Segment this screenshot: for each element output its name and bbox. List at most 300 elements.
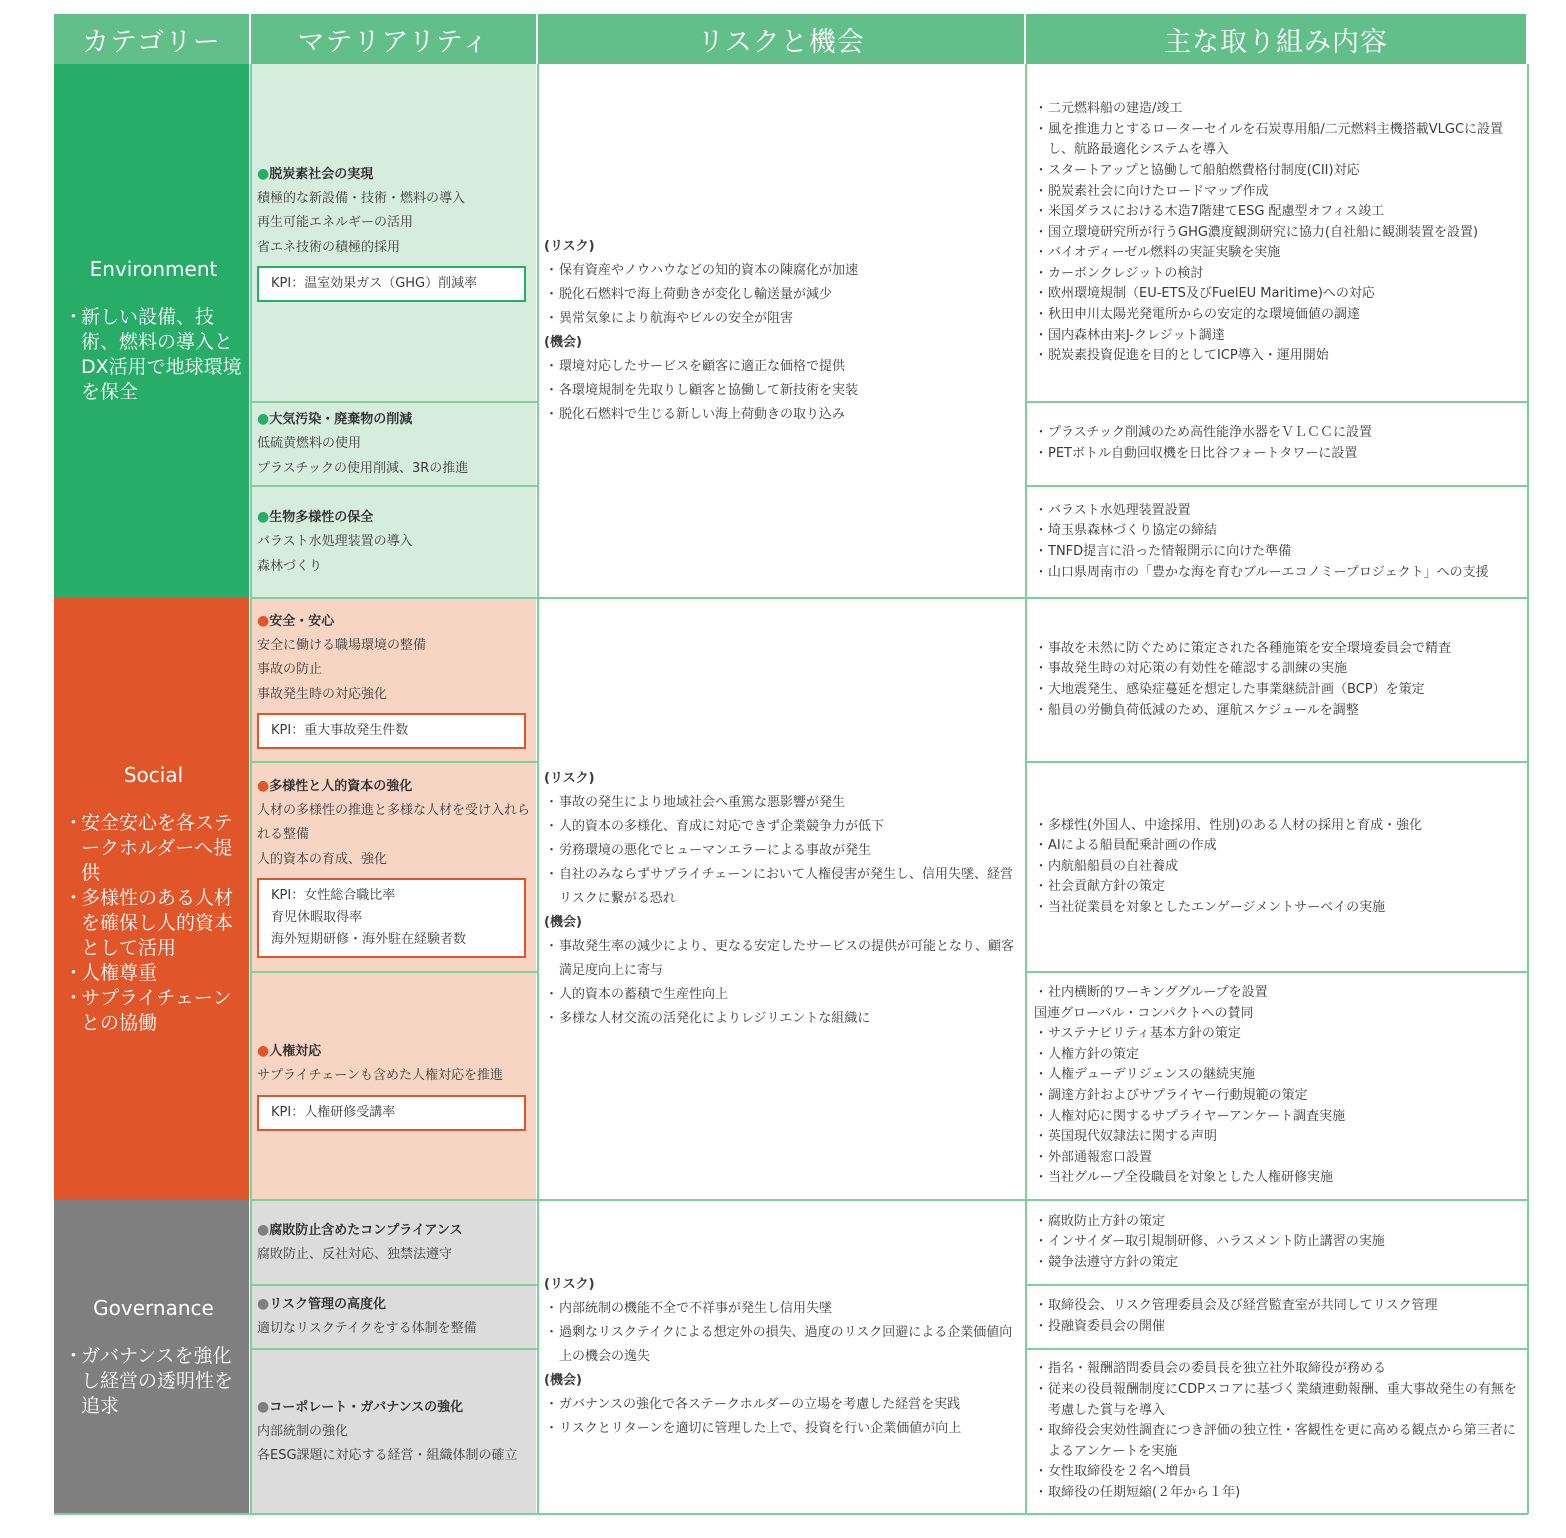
opportunity-item	[544, 1393, 1018, 1417]
materiality-bullet-dot: ●	[257, 1043, 270, 1060]
materiality-line: 安全に働ける職場環境の整備	[257, 637, 427, 653]
action-item-text: 脱炭素投資促進を目的としてICP導入・運用開始	[1048, 348, 1329, 364]
action-item-text: 人権方針の策定	[1048, 1046, 1140, 1062]
divider-horizontal	[251, 971, 538, 973]
risk-item-text: 脱化石燃料で海上荷動きが変化し輸送量が減少	[559, 287, 833, 302]
social-actions-3	[1026, 972, 1528, 1200]
action-item	[1034, 1024, 1522, 1045]
risk-item-text: 人的資本の多様化、育成に対応できず企業競争力が低下	[559, 819, 885, 834]
bullet-mark: ・	[1034, 817, 1048, 833]
opportunity-item	[544, 379, 1018, 403]
action-item-text: 事故を未然に防ぐために策定された各種施策を安全環境委員会で精査	[1048, 640, 1452, 656]
bullet-mark: ・	[1034, 1298, 1048, 1314]
materiality-bullet-dot: ●	[257, 612, 270, 629]
action-item	[1034, 816, 1522, 837]
risk-item	[544, 839, 1018, 863]
materiality-line: サプライチェーンも含めた人権対応を推進	[257, 1068, 503, 1084]
kpi-box: KPI：重大事故発生件数	[257, 713, 526, 749]
action-item-text: 国内森林由来J-クレジット調達	[1048, 327, 1225, 343]
risk-item-text: 内部統制の機能不全で不祥事が発生し信用失墜	[559, 1301, 833, 1316]
action-item-text: プラスチック削減のため高性能浄水器をＶＬＣＣに設置	[1048, 425, 1372, 441]
action-item	[1034, 1380, 1522, 1421]
materiality-title-text: 生物多様性の保全	[269, 510, 374, 525]
bullet-mark: ・	[1034, 286, 1048, 302]
action-item-text: 社会貢献方針の策定	[1048, 879, 1166, 895]
risk-item-text: 過剰なリスクテイクによる想定外の損失、過度のリスク回避による企業価値向上の機会の逸失	[559, 1325, 1013, 1364]
action-item	[1034, 1107, 1522, 1128]
action-item	[1034, 680, 1522, 701]
opportunity-item-text: 各環境規制を先取りし顧客と協働して新技術を実装	[559, 383, 859, 398]
risk-item	[544, 283, 1018, 307]
bullet-mark: ・	[544, 843, 558, 858]
bullet-mark: ・	[1034, 661, 1048, 677]
governance-materiality-3	[251, 1349, 536, 1514]
governance-materiality-2	[251, 1285, 536, 1349]
opportunity-item	[544, 403, 1018, 427]
opportunity-item-text: 事故発生率の減少により、更なる安定したサービスの提供が可能となり、顧客満足度向上に寄与	[559, 939, 1015, 978]
social-goal-item	[64, 986, 243, 1036]
action-item-text: 内航船船員の自社養成	[1048, 858, 1179, 874]
bullet-mark: ・	[1034, 183, 1048, 199]
risk-heading: (リスク)	[544, 1277, 595, 1292]
bullet-mark: ・	[1034, 1464, 1048, 1480]
kpi-box: KPI：温室効果ガス（GHG）削減率	[257, 266, 526, 302]
divider-horizontal	[251, 485, 538, 487]
action-item-text: 英国現代奴隷法に関する声明	[1048, 1129, 1218, 1145]
bullet-mark: ・	[544, 407, 558, 422]
action-item	[1034, 659, 1522, 680]
bullet-mark: ・	[1034, 1382, 1048, 1398]
divider-horizontal	[54, 1513, 1528, 1515]
bullet-mark: ・	[1034, 858, 1048, 874]
action-item-text: 社内横断的ワーキンググループを設置	[1048, 985, 1268, 1001]
action-item	[1034, 1168, 1522, 1189]
materiality-table	[54, 14, 1528, 1514]
action-item-text: 腐敗防止方針の策定	[1048, 1213, 1166, 1229]
action-item	[1034, 877, 1522, 898]
social-goal-item-text: 人権尊重	[81, 961, 158, 984]
action-item	[1034, 326, 1522, 347]
bullet-mark: ・	[1034, 121, 1048, 137]
social-category-name: Social	[123, 762, 184, 787]
materiality-line: 省エネ技術の積極的採用	[257, 239, 401, 255]
social-category-description	[64, 811, 243, 1036]
action-item-text: 秋田申川太陽光発電所からの安定的な環境価値の調達	[1048, 307, 1361, 323]
environment-category-cell	[54, 64, 249, 598]
risk-item	[544, 259, 1018, 283]
action-item	[1034, 346, 1522, 367]
environment-actions-1	[1026, 64, 1528, 402]
action-item	[1034, 161, 1522, 182]
action-item	[1034, 1421, 1522, 1462]
environment-actions-3	[1026, 486, 1528, 598]
action-item-text: 米国ダラスにおける木造7階建てESG 配慮型オフィス竣工	[1048, 204, 1385, 220]
bullet-mark: ・	[1034, 985, 1048, 1001]
risk-item	[544, 1297, 1018, 1321]
action-item-text: 外部通報窓口設置	[1048, 1149, 1153, 1165]
action-item-text: AIによる船員配乗計画の作成	[1048, 838, 1217, 854]
bullet-mark: ・	[544, 1301, 558, 1316]
opportunity-item-text: 人的資本の蓄積で生産性向上	[559, 987, 729, 1002]
materiality-title	[257, 1395, 530, 1420]
governance-actions-1	[1026, 1200, 1528, 1285]
header-main-actions: 主な取り組み内容	[1026, 14, 1528, 64]
social-materiality-1	[251, 598, 536, 762]
action-item	[1034, 223, 1522, 244]
social-goal-item	[64, 886, 243, 961]
materiality-bullet-dot: ●	[257, 509, 270, 525]
action-item	[1034, 898, 1522, 919]
social-goal-item	[64, 961, 243, 986]
divider-horizontal	[251, 401, 538, 403]
bullet-mark: ・	[1034, 1046, 1048, 1062]
opportunity-item	[544, 983, 1018, 1007]
action-item-text: PETボトル自動回収機を日比谷フォートタワーに設置	[1048, 446, 1358, 461]
action-item	[1034, 423, 1522, 444]
action-item-text: 山口県周南市の「豊かな海を育むブルーエコノミープロジェクト」への支援	[1048, 564, 1489, 580]
materiality-title	[257, 609, 530, 634]
materiality-line: プラスチックの使用削減、3Rの推進	[257, 460, 469, 476]
materiality-bullet-dot: ●	[257, 1221, 270, 1238]
action-item-text: 当社従業員を対象としたエンゲージメントサーベイの実施	[1048, 899, 1386, 915]
action-item	[1034, 202, 1522, 223]
risk-item	[544, 1321, 1018, 1369]
bullet-mark: ・	[1034, 1361, 1048, 1377]
action-item-text: スタートアップと協働して船舶燃費格付制度(CII)対応	[1048, 162, 1360, 178]
action-item	[1034, 701, 1522, 722]
action-item-text: 欧州環境規制（EU-ETS及びFuelEU Maritime)への対応	[1048, 286, 1375, 302]
materiality-title-text: 多様性と人的資本の強化	[269, 778, 413, 794]
header-materiality: マテリアリティ	[251, 14, 538, 64]
divider-horizontal	[251, 761, 538, 763]
bullet-mark: ・	[1034, 348, 1048, 364]
bullet-mark: ・	[1034, 1108, 1048, 1124]
kpi-box: KPI：女性総合職比率 育児休暇取得率 海外短期研修・海外駐在経験者数	[257, 878, 526, 958]
materiality-line: 適切なリスクテイクをする体制を整備	[257, 1321, 477, 1337]
action-item	[1034, 182, 1522, 203]
bullet-mark: ・	[544, 287, 558, 302]
action-item	[1034, 1086, 1522, 1107]
action-item	[1034, 1065, 1522, 1086]
action-item-text: サステナビリティ基本方針の策定	[1048, 1026, 1241, 1042]
environment-risk-opportunity	[538, 64, 1024, 598]
risk-item	[544, 815, 1018, 839]
bullet-mark: ・	[1034, 101, 1048, 117]
action-item	[1034, 1483, 1522, 1504]
action-item-text: TNFD提言に沿った情報開示に向けた準備	[1048, 544, 1292, 559]
action-item	[1034, 99, 1522, 120]
governance-actions-3	[1026, 1349, 1528, 1514]
bullet-mark: ・	[1034, 1149, 1048, 1165]
materiality-title-text: 安全・安心	[269, 613, 335, 629]
action-item-text: 事故発生時の対応策の有効性を確認する訓練の実施	[1048, 661, 1348, 677]
action-item	[1034, 120, 1522, 161]
materiality-title	[257, 407, 530, 432]
social-goal-item-text: 多様性のある人材を確保し人的資本として活用	[81, 886, 234, 959]
risk-item-text: 事故の発生により地域社会へ重篤な悪影響が発生	[559, 795, 846, 810]
risk-item	[544, 863, 1018, 911]
bullet-mark: ・	[544, 987, 558, 1002]
action-item	[1034, 305, 1522, 326]
bullet-mark: ・	[1034, 204, 1048, 220]
action-item-text: 人権デューデリジェンスの継続実施	[1048, 1067, 1255, 1083]
bullet-mark: ・	[544, 819, 558, 834]
bullet-mark: ・	[64, 986, 84, 1009]
action-item	[1034, 284, 1522, 305]
environment-materiality-3	[251, 486, 536, 598]
action-item-text: 多様性(外国人、中途採用、性別)のある人材の採用と育成・強化	[1048, 817, 1423, 833]
divider-horizontal	[1026, 1284, 1528, 1286]
opportunity-item-text: ガバナンスの強化で各ステークホルダーの立場を考慮した経営を実践	[559, 1397, 961, 1412]
bullet-mark: ・	[1034, 224, 1048, 240]
materiality-title-text: 人権対応	[269, 1044, 322, 1060]
bullet-mark: ・	[1034, 265, 1048, 281]
action-item-text: 調達方針およびサプライヤー行動規範の策定	[1048, 1088, 1308, 1103]
materiality-title-text: 脱炭素社会の実現	[269, 166, 374, 182]
action-item	[1034, 857, 1522, 878]
bullet-mark: ・	[1034, 1254, 1048, 1270]
kpi-box: KPI：人権研修受講率	[257, 1095, 526, 1131]
materiality-bullet-dot: ●	[257, 1398, 270, 1415]
risk-heading: (リスク)	[544, 771, 595, 786]
action-item	[1034, 1317, 1522, 1338]
bullet-mark: ・	[1034, 1088, 1048, 1103]
bullet-mark: ・	[1034, 564, 1048, 580]
bullet-mark: ・	[1034, 1026, 1048, 1042]
opportunity-item	[544, 1417, 1018, 1441]
bullet-mark: ・	[1034, 245, 1048, 261]
materiality-bullet-dot: ●	[257, 1296, 270, 1313]
bullet-mark: ・	[1034, 1170, 1048, 1186]
materiality-line: 積極的な新設備・技術・燃料の導入	[257, 190, 466, 206]
environment-actions-2	[1026, 402, 1528, 486]
bullet-mark: ・	[64, 811, 84, 834]
divider-horizontal	[1026, 401, 1528, 403]
action-item-text: 二元燃料船の建造/竣工	[1048, 101, 1183, 117]
governance-category-name: Governance	[93, 1295, 214, 1320]
social-goal-item	[64, 811, 243, 886]
action-item	[1034, 1148, 1522, 1169]
social-actions-1	[1026, 598, 1528, 762]
governance-goal-item-text: ガバナンスを強化し経営の透明性を追求	[81, 1344, 234, 1417]
bullet-mark: ・	[544, 311, 558, 326]
bullet-mark: ・	[1034, 838, 1048, 854]
action-item-text: 取締役会、リスク管理委員会及び経営監査室が共同してリスク管理	[1048, 1298, 1438, 1314]
action-item-text: 船員の労働負荷低減のため、運航スケジュールを調整	[1048, 702, 1359, 718]
action-item-text: インサイダー取引規制研修、ハラスメント防止講習の実施	[1048, 1234, 1385, 1250]
bullet-mark: ・	[1034, 1129, 1048, 1145]
action-item-text: 脱炭素社会に向けたロードマップ作成	[1048, 183, 1269, 199]
action-item	[1034, 1045, 1522, 1066]
action-item	[1034, 264, 1522, 285]
divider-horizontal	[251, 597, 1528, 599]
action-item-text: 当社グループ全役職員を対象とした人権研修実施	[1048, 1170, 1333, 1186]
governance-materiality-1	[251, 1200, 536, 1285]
environment-category-description	[64, 305, 243, 405]
divider-horizontal	[1026, 485, 1528, 487]
environment-materiality-2	[251, 402, 536, 486]
opportunity-item-text: 多様な人材交流の活発化によりレジリエントな組織に	[559, 1011, 871, 1026]
bullet-mark: ・	[1034, 502, 1048, 518]
materiality-line: 人的資本の育成、強化	[257, 851, 388, 867]
materiality-title	[257, 1218, 530, 1243]
bullet-mark: ・	[1034, 425, 1048, 441]
divider-horizontal	[251, 1199, 1528, 1201]
action-item-text: 取締役の任期短縮(２年から１年)	[1048, 1484, 1241, 1500]
opportunity-heading: (機会)	[544, 915, 582, 930]
risk-item-text: 異常気象により航海やビルの安全が阻害	[559, 311, 794, 326]
materiality-title-text: 腐敗防止含めたコンプライアンス	[269, 1222, 463, 1238]
action-item	[1034, 1004, 1522, 1025]
social-goal-item-text: 安全安心を各ステークホルダーへ提供	[81, 811, 233, 884]
materiality-title	[257, 1039, 530, 1064]
bullet-mark: ・	[64, 961, 84, 984]
bullet-mark: ・	[544, 867, 558, 882]
action-item-text: バイオディーゼル燃料の実証実験を実施	[1048, 245, 1281, 261]
action-item	[1034, 1253, 1522, 1274]
materiality-line: 人材の多様性の推進と多様な人材を受け入れられる整備	[257, 802, 531, 843]
materiality-bullet-dot: ●	[257, 411, 270, 427]
action-item-text: 風を推進力とするローターセイルを石炭専用船/二元燃料主機搭載VLGCに設置し、航路最適化システムを導入	[1048, 121, 1504, 158]
action-item	[1034, 501, 1522, 522]
materiality-line: 各ESG課題に対応する経営・組織体制の確立	[257, 1448, 518, 1463]
risk-item-text: 自社のみならずサプライチェーンにおいて人権侵害が発生し、信用失墜、経営リスクに繋がる恐れ	[559, 867, 1013, 906]
materiality-line: 事故発生時の対応強化	[257, 686, 388, 702]
action-item	[1034, 563, 1522, 584]
bullet-mark: ・	[1034, 523, 1048, 539]
action-item	[1034, 243, 1522, 264]
bullet-mark: ・	[544, 1011, 558, 1026]
action-item-text: 国立環境研究所が行うGHG濃度観測研究に協力(自社船に観測装置を設置)	[1048, 224, 1479, 240]
action-item-text: 国連グローバル・コンパクトへの賛同	[1034, 1005, 1254, 1021]
risk-item	[544, 307, 1018, 331]
bullet-mark: ・	[1034, 879, 1048, 895]
divider-horizontal	[1026, 1348, 1528, 1350]
divider-horizontal	[1026, 971, 1528, 973]
social-actions-2	[1026, 762, 1528, 972]
opportunity-item-text: リスクとリターンを適切に管理した上で、投資を行い企業価値が向上	[559, 1421, 962, 1436]
bullet-mark: ・	[64, 1344, 84, 1367]
opportunity-item	[544, 935, 1018, 983]
risk-item	[544, 791, 1018, 815]
action-item	[1034, 1127, 1522, 1148]
action-item	[1034, 542, 1522, 563]
materiality-bullet-dot: ●	[257, 165, 270, 182]
action-item	[1034, 1359, 1522, 1380]
action-item	[1034, 836, 1522, 857]
risk-heading: (リスク)	[544, 239, 595, 254]
opportunity-heading: (機会)	[544, 335, 582, 350]
bullet-mark: ・	[544, 795, 558, 810]
action-item-text: カーボンクレジットの検討	[1048, 265, 1204, 281]
action-item	[1034, 1296, 1522, 1317]
bullet-mark: ・	[1034, 446, 1048, 461]
materiality-title-text: コーポレート・ガバナンスの強化	[269, 1399, 464, 1415]
risk-item-text: 保有資産やノウハウなどの知的資本の陳腐化が加速	[559, 263, 859, 278]
governance-risk-opportunity	[538, 1200, 1024, 1514]
bullet-mark: ・	[1034, 682, 1048, 697]
divider-vertical	[1025, 64, 1027, 1514]
action-item-text: 投融資委員会の開催	[1048, 1319, 1166, 1334]
action-item-text: 埼玉県森林づくり協定の締結	[1048, 523, 1218, 539]
divider-horizontal	[251, 1284, 538, 1286]
materiality-title	[257, 1292, 530, 1317]
materiality-line: 低硫黄燃料の使用	[257, 436, 362, 451]
divider-vertical	[250, 64, 252, 1514]
opportunity-item	[544, 355, 1018, 379]
bullet-mark: ・	[1034, 1067, 1048, 1083]
bullet-mark: ・	[1034, 899, 1048, 915]
risk-item-text: 労務環境の悪化でヒューマンエラーによる事故が発生	[559, 843, 872, 858]
opportunity-item-text: 環境対応したサービスを顧客に適正な価格で提供	[559, 359, 846, 374]
divider-vertical	[1527, 64, 1529, 1514]
action-item-text: 大地震発生、感染症蔓延を想定した事業継続計画（BCP）を策定	[1048, 682, 1425, 697]
materiality-title	[257, 162, 530, 187]
bullet-mark: ・	[1034, 1234, 1048, 1250]
social-risk-opportunity	[538, 598, 1024, 1200]
bullet-mark: ・	[544, 939, 558, 954]
bullet-mark: ・	[544, 1397, 558, 1412]
action-item	[1034, 1212, 1522, 1233]
action-item-text: 競争法遵守方針の策定	[1048, 1254, 1179, 1270]
bullet-mark: ・	[1034, 1213, 1048, 1229]
environment-goal-item	[64, 305, 243, 405]
materiality-title-text: リスク管理の高度化	[269, 1297, 386, 1313]
opportunity-heading: (機会)	[544, 1373, 582, 1388]
bullet-mark: ・	[544, 1421, 558, 1436]
bullet-mark: ・	[1034, 544, 1048, 559]
bullet-mark: ・	[1034, 162, 1048, 178]
materiality-line: 森林づくり	[257, 558, 323, 574]
materiality-line: 腐敗防止、反社対応、独禁法遵守	[257, 1246, 453, 1262]
action-item	[1034, 983, 1522, 1004]
action-item-text: 人権対応に関するサプライヤーアンケート調査実施	[1048, 1108, 1346, 1124]
bullet-mark: ・	[1034, 1319, 1048, 1334]
action-item-text: 女性取締役を２名へ増員	[1048, 1464, 1192, 1480]
materiality-title	[257, 505, 530, 530]
bullet-mark: ・	[544, 1325, 558, 1340]
bullet-mark: ・	[1034, 702, 1048, 718]
action-item	[1034, 521, 1522, 542]
divider-horizontal	[1026, 761, 1528, 763]
materiality-line: バラスト水処理装置の導入	[257, 534, 413, 549]
environment-category-name: Environment	[89, 257, 218, 281]
bullet-mark: ・	[1034, 640, 1048, 656]
materiality-line: 事故の防止	[257, 662, 323, 678]
bullet-mark: ・	[64, 306, 84, 328]
header-category: カテゴリー	[54, 14, 251, 64]
action-item-text: 従来の役員報酬制度にCDPスコアに基づく業績連動報酬、重大事故発生の有無を考慮した賞与を導入	[1048, 1382, 1517, 1418]
governance-actions-2	[1026, 1285, 1528, 1349]
action-item-text: 取締役会実効性調査につき評価の独立性・客観性を更に高める観点から第三者によるアンケートを実施	[1048, 1423, 1516, 1459]
governance-category-cell	[54, 1200, 249, 1514]
action-item-text: バラスト水処理装置設置	[1048, 502, 1191, 518]
action-item	[1034, 444, 1522, 465]
governance-goal-item	[64, 1344, 243, 1419]
social-materiality-2	[251, 762, 536, 972]
opportunity-item	[544, 1007, 1018, 1031]
materiality-title	[257, 774, 530, 799]
social-goal-item-text: サプライチェーンとの協働	[81, 986, 232, 1034]
opportunity-item-text: 脱化石燃料で生じる新しい海上荷動きの取り込み	[559, 407, 846, 422]
materiality-bullet-dot: ●	[257, 777, 270, 794]
action-item	[1034, 639, 1522, 660]
materiality-title-text: 大気汚染・廃棄物の削減	[269, 412, 413, 427]
action-item	[1034, 1232, 1522, 1253]
bullet-mark: ・	[544, 359, 558, 374]
divider-vertical	[537, 64, 539, 1514]
divider-horizontal	[251, 1348, 538, 1350]
